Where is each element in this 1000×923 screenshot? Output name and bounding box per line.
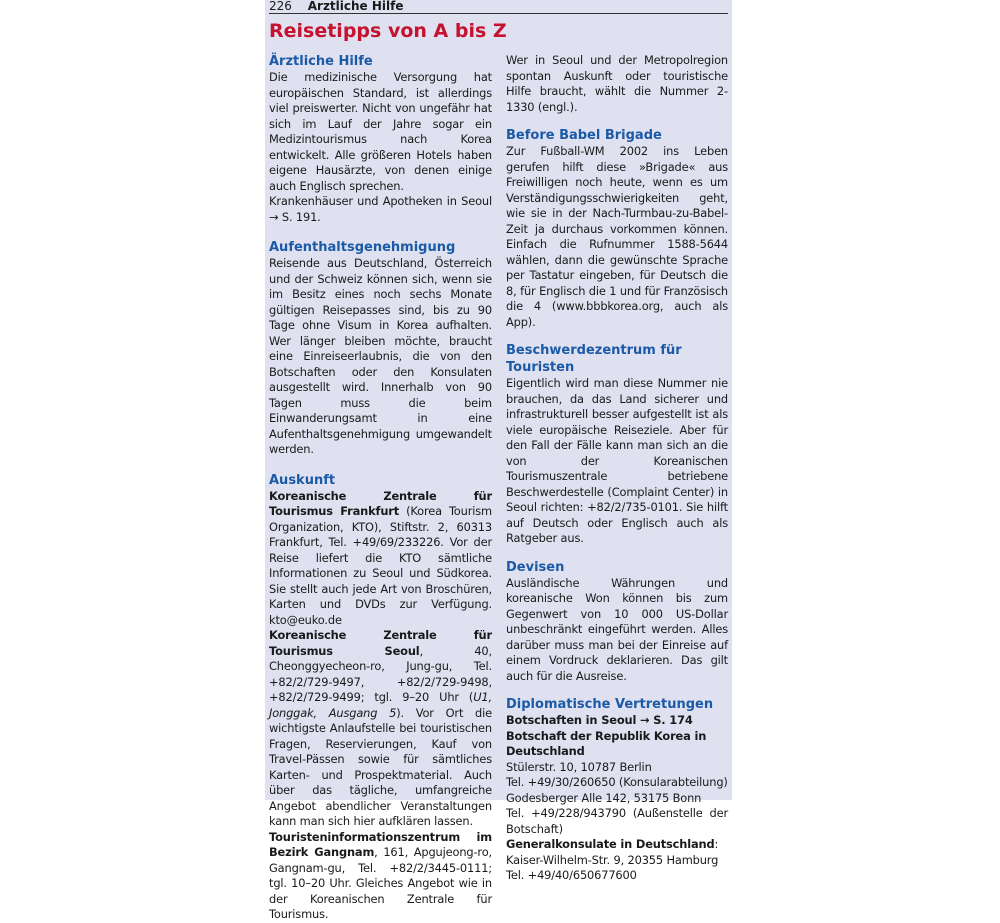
heading-beschwerdezentrum: Beschwerdezentrum für Touristen xyxy=(506,343,682,375)
kto-frankfurt-text: (Korea Tourism Organization, KTO), Stiftstr. 2, 60313 Frankfurt, Tel. +49/69/233226. Vor der Reise liefert die KTO sämtliche Informationen zu Seoul und Südkorea. Sie stellt auch jede Art von Broschüren, Karten und DVDs zur Verfügung. kto@euko.de xyxy=(269,504,492,627)
botschaften-seoul-label: Botschaften in Seoul → S. 174 xyxy=(506,713,693,727)
heading-diplomatische-vertretungen: Diplomatische Vertretungen xyxy=(506,697,714,712)
tel-berlin: Tel. +49/30/260650 (Konsularabteilung) xyxy=(506,775,728,789)
kto-frankfurt-name: Koreanische Zentrale für Tourismus Frankfurt xyxy=(269,488,492,518)
kto-seoul-subway: U1, Jonggak, Ausgang 5 xyxy=(269,690,492,720)
auskunft-gangnam-entry xyxy=(269,830,492,923)
page-header xyxy=(269,0,728,14)
auskunft-kto-entry xyxy=(269,489,492,629)
kto-seoul-text-2: ). Vor Ort die wichtigste Anlaufstelle bei touristischen Fragen, Reservierungen, Kauf von Travel-Pässen sowie für sämtliches Karten- und Prospektmaterial. Auch über das tägliche, umfangreiche Angebot abendlicher Veranstaltungen kann man sich hier aufklären lassen. xyxy=(269,705,492,828)
gangnam-center-text: , 161, Apgujeong-ro, Gangnam-gu, Tel. +82/2/3445-0111; tgl. 10–20 Uhr. Gleiches Angebot wie in der Koreanischen Zentrale für Tourismus. xyxy=(269,845,492,921)
auskunft-seoul-entry xyxy=(269,628,492,830)
botschaft-deutschland xyxy=(506,729,728,760)
right-column xyxy=(506,53,728,884)
heading-before-babel-brigade: Before Babel Brigade xyxy=(506,128,662,143)
address-hamburg: Kaiser-Wilhelm-Str. 9, 20355 Hamburg xyxy=(506,852,719,867)
aerztliche-hilfe-text: Die medizinische Versorgung hat europäischen Standard, ist allerdings viel preiswerter. Nicht von ungefähr hat sich im Lauf der Jahre sogar ein Medizintourismus nach Korea entwickelt. Alle größeren Hotels haben eigene Hausärzte, von denen einige auch Englisch sprechen. xyxy=(269,70,492,193)
left-column xyxy=(269,53,492,923)
heading-aerztliche-hilfe: Ärztliche Hilfe xyxy=(269,54,373,69)
aerztliche-hilfe-crossref: Krankenhäuser und Apotheken in Seoul → S. 191. xyxy=(269,194,492,224)
page-number: 226 xyxy=(269,0,292,13)
devisen-text: Ausländische Währungen und koreanische Won können bis zum Gegenwert von 10 000 US-Dollar unbeschränkt eingeführt werden. Alles darüber muss man bei der Einreise auf einem Vordruck deklarieren. Das gilt auch für die Ausreise. xyxy=(506,575,728,683)
heading-devisen: Devisen xyxy=(506,559,565,575)
aufenthalt-text: Reisende aus Deutschland, Österreich und der Schweiz können sich, wenn sie im Besitz eines noch sechs Monate gültigen Reisepasses sind, bis zu 90 Tage ohne Visum in Korea aufhalten. Wer länger bleiben möchte, braucht eine Einreiseerlaubnis, die von den Botschaften oder den Konsulaten ausgestellt wird. Innerhalb von 90 Tagen muss die beim Einwanderungsamt in eine Aufenthaltsgenehmigung umgewandelt werden. xyxy=(269,256,492,456)
heading-aufenthaltsgenehmigung: Aufenthaltsgenehmigung xyxy=(269,240,456,255)
generalkonsulate-label: Generalkonsulate in Deutschland xyxy=(506,837,715,851)
page-title: Reisetipps von A bis Z xyxy=(269,20,507,42)
heading-auskunft: Auskunft xyxy=(269,472,336,488)
running-title: Ärztliche Hilfe xyxy=(307,0,404,13)
tel-bonn: Tel. +49/228/943790 (Außenstelle der Botschaft) xyxy=(506,806,728,836)
botschaft-deutschland-label: Botschaft der Republik Korea in Deutschland xyxy=(506,728,707,758)
generalkonsulate xyxy=(506,837,728,853)
kto-seoul-text-1: , 40, Cheonggyecheon-ro, Jung-gu, Tel. +82/2/729-9497, +82/2/729-9498, +82/2/729-9499; tgl. 9–20 Uhr ( xyxy=(269,643,492,704)
book-page xyxy=(265,0,732,921)
tel-hamburg: Tel. +49/40/650677600 xyxy=(506,868,637,882)
botschaften-seoul xyxy=(506,713,728,729)
auskunft-continued-text: Wer in Seoul und der Metropolregion spontan Auskunft oder touristische Hilfe braucht, wählt die Nummer 2-1330 (engl.). xyxy=(506,53,728,114)
generalkonsulate-colon: : xyxy=(714,837,719,851)
address-bonn: Godesberger Alle 142, 53175 Bonn xyxy=(506,790,702,805)
beschwerde-text: Eigentlich wird man diese Nummer nie brauchen, da das Land sicherer und infrastrukturell besser aufgestellt ist als viele europäische Reiseziele. Aber für den Fall der Fälle kann man sich an die von der Koreanischen Tourismuszentrale betriebene Beschwerdestelle (Complaint Center) in Seoul richten: +82/2/735-0101. Sie hilft auf Deutsch oder Englisch auch als Ratgeber aus. xyxy=(506,376,728,545)
babel-text: Zur Fußball-WM 2002 ins Leben gerufen hilft diese »Brigade« aus Freiwilligen noch heute, wenn es um Verständigungsschwierigkeiten geht, wie sie in der Nach-Turmbau-zu-Babel-Zeit ja durchaus vorkommen können. Einfach die Rufnummer 1588-5644 wählen, dann die gewünschte Sprache per Tastatur eingeben, für Deutsch die 8, für Englisch die 1 und für Französisch die 4 (www.bbbkorea.org, auch als App). xyxy=(506,144,728,329)
address-berlin: Stülerstr. 10, 10787 Berlin xyxy=(506,759,652,774)
gangnam-center-name: Touristeninformationszentrum im Bezirk Gangnam xyxy=(269,829,492,859)
kto-seoul-name: Koreanische Zentrale für Tourismus Seoul xyxy=(269,628,492,658)
